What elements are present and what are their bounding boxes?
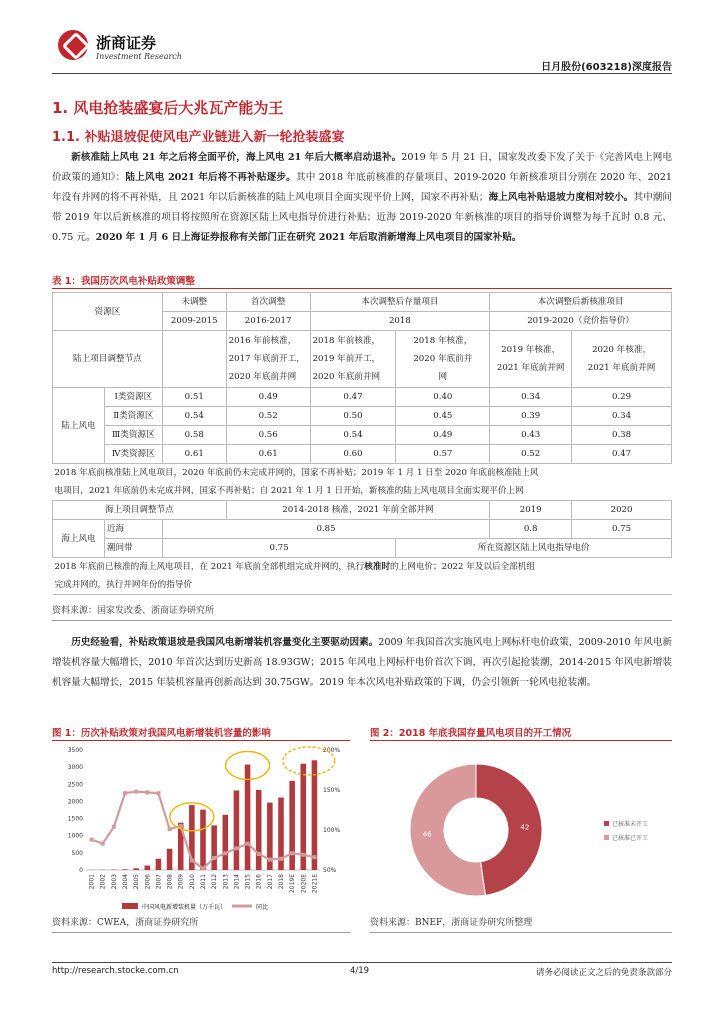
table-cell: 0.57 — [396, 445, 490, 464]
bar-2016 — [256, 790, 262, 870]
table-cell: 0.45 — [396, 407, 490, 426]
table-cell: 0.49 — [226, 388, 310, 407]
table-cell: 0.52 — [226, 407, 310, 426]
fig1-bars — [89, 760, 317, 870]
legend-b-label: 已核准已开工 — [612, 835, 649, 842]
table-cell: 0.61 — [162, 445, 226, 464]
x-tick-label: 2016 — [255, 874, 263, 890]
yoy-point-2016 — [257, 852, 261, 856]
x-tick-label: 2019E — [289, 874, 297, 894]
table1-caption-rule — [52, 288, 672, 289]
table-cell: 0.51 — [162, 388, 226, 407]
x-tick-label: 2018 — [278, 874, 285, 890]
legend-a-label: 已核准未开工 — [612, 821, 649, 828]
bar-2019E — [289, 781, 295, 870]
yoy-point-2020E — [301, 853, 305, 857]
yoy-point-2019E — [290, 851, 294, 855]
table-cell: 0.38 — [572, 426, 672, 445]
yoy-point-2004 — [123, 791, 127, 795]
yoy-point-2001 — [90, 838, 94, 842]
x-tick-label: 2003 — [110, 874, 118, 890]
x-tick-label: 2001 — [88, 874, 96, 890]
node-cell-1 — [162, 331, 226, 388]
table-cell: 0.60 — [310, 445, 396, 464]
report-title: 日月股份(603218)深度报告 — [541, 62, 672, 73]
fig2-source: 资料来源：BNEF，浙商证券研究所整理 — [370, 918, 533, 928]
table-cell: 0.47 — [572, 445, 672, 464]
bar-2021E — [312, 760, 318, 870]
subsidy-table — [52, 292, 672, 595]
left-tick-label: 1000 — [67, 832, 83, 840]
bar-2011 — [200, 810, 206, 870]
table-cell: 0.61 — [226, 445, 310, 464]
table1-bottom-rule — [52, 620, 672, 621]
paragraph-history — [52, 633, 672, 693]
bar-2004 — [122, 869, 128, 870]
table-cell: 0.54 — [162, 407, 226, 426]
yoy-point-2005 — [134, 790, 138, 794]
table-cell: 0.75 — [572, 520, 672, 539]
table-cell: 0.40 — [396, 388, 490, 407]
fig2-caption: 图 2：2018 年底我国存量风电项目的开工情况 — [370, 728, 572, 739]
right-tick-label: 50% — [323, 867, 337, 874]
x-tick-label: 2010 — [188, 874, 196, 890]
right-tick-label: 150% — [323, 787, 341, 794]
zone-4: Ⅳ类资源区 — [104, 445, 162, 464]
th-year-2: 2016-2017 — [226, 312, 310, 331]
right-tick-label: 100% — [323, 827, 341, 834]
legend-a-swatch — [604, 821, 609, 826]
th-first: 首次调整 — [226, 293, 310, 312]
section-title: 1. 风电抢装盛宴后大兆瓦产能为王 — [52, 99, 284, 117]
bar-2007 — [156, 859, 162, 870]
fig2-chart — [370, 742, 672, 912]
para2-bold: 历史经验看，补贴政策退坡是我国风电新增装机容量变化主要驱动因素。 — [71, 637, 379, 648]
x-tick-label: 2017 — [266, 874, 274, 890]
th-existing: 本次调整后存量项目 — [310, 293, 490, 312]
onshore-label: 陆上风电 — [53, 388, 105, 464]
paragraph-policy — [52, 148, 672, 248]
node-cell-4: 2018 年核准， 2020 年底前并 网 — [396, 331, 490, 388]
table-cell: 0.8 — [490, 520, 572, 539]
x-tick-label: 2002 — [99, 874, 107, 890]
para1-bold3: 海上风电补贴退坡力度相对较小。 — [488, 192, 634, 203]
table-cell: 0.29 — [572, 388, 672, 407]
x-tick-label: 2005 — [133, 874, 141, 890]
yoy-point-2007 — [156, 791, 160, 795]
offshore-note: 2018 年底前已核准的海上风电项目，在 2021 年底前全部机组完成并网的，执行核准时的上网电价；2022 年及以后全部机组 完成并网的，执行并网年份的指导价 — [53, 558, 672, 595]
bar-2015 — [245, 765, 251, 870]
zone-1: Ⅰ类资源区 — [104, 388, 162, 407]
table-cell: 0.39 — [490, 407, 572, 426]
slice-label: 42 — [520, 823, 530, 832]
fig1-bottom-rule — [52, 932, 350, 933]
fig1-caption: 图 1：历次补贴政策对我国风电新增装机容量的影响 — [52, 728, 271, 739]
yoy-point-2010 — [190, 858, 194, 862]
yoy-point-2014 — [234, 846, 238, 850]
table-cell: 0.75 — [162, 539, 396, 558]
x-tick-label: 2015 — [244, 874, 252, 890]
page-header — [52, 30, 672, 74]
node-cell-3: 2018 年前核准， 2019 年前开工， 2020 年底前并网 — [310, 331, 396, 388]
table-cell: 0.56 — [226, 426, 310, 445]
x-tick-label: 2014 — [233, 874, 241, 890]
page-number: 4/19 — [350, 966, 370, 976]
th-new: 本次调整后新核准项目 — [490, 293, 672, 312]
offshore-node-label: 海上项目调整节点 — [53, 501, 227, 520]
x-tick-label: 2020E — [300, 874, 308, 894]
x-tick-label: 2006 — [144, 874, 152, 890]
x-tick-label: 2012 — [211, 874, 219, 890]
legend-bar-swatch — [122, 903, 138, 909]
para2-text: 2009 年我国首次实施风电上网标杆电价政策，2009-2010 年风电新增装机容量大幅增长，2010 年首次达到历史新高 18.93GW；2015 年风电上网标杆电价首次下调，再次引起抢装潮，2014-2015 年风电新增装机容量大幅增长，2015 年装机容量再创新高达到 30.75GW。2019 年本次风电补贴政策的下调，仍会引领新一轮风电抢装潮。 — [52, 637, 672, 688]
zone-2: Ⅱ类资源区 — [104, 407, 162, 426]
left-tick-label: 2500 — [67, 781, 83, 789]
th-resource-zone: 资源区 — [53, 293, 163, 331]
yoy-point-2015 — [246, 842, 250, 846]
para1-bold1: 新核准陆上风电 21 年之后将全面平价，海上风电 21 年后大概率启动退补。 — [71, 152, 402, 163]
table-cell: 0.34 — [490, 388, 572, 407]
right-tick-label: 200% — [323, 747, 341, 754]
node-cell-2: 2016 年前核准， 2017 年底前开工， 2020 年底前并网 — [226, 331, 310, 388]
para1-text1: 2019 年 5 月 21 日，国家发改委下发了关于《完善风电上网电价政策的通知》： — [52, 152, 672, 183]
x-tick-label: 2021E — [311, 874, 319, 894]
offshore-label: 海上风电 — [53, 520, 105, 558]
left-tick-label: 3000 — [67, 764, 83, 772]
onshore-note: 2018 年底前核准陆上风电项目，2020 年底前仍未完成并网的，国家不再补贴；2019 年 1 月 1 日至 2020 年底前核准陆上风 电项目，2021 年底前仍未完成并网，国家不再补贴；自 2021 年 1 月 1 日开始，新核准的陆上风电项目全面实现平价上网 — [53, 464, 672, 501]
para1-text3: 其中潮间带 2019 年以后新核准的项目将按照所在资源区陆上风电指导价进行补贴；近海 2019-2020 年新核准的项目的指导价调整为每千瓦时 0.8 元、0.75 元。 — [52, 192, 673, 243]
bar-2014 — [234, 790, 240, 870]
offshore-2020: 2020 — [572, 501, 672, 520]
table-cell: 0.43 — [490, 426, 572, 445]
logo-text-en: Investment Research — [96, 52, 182, 61]
node-cell-6: 2020 年核准， 2021 年底前并网 — [572, 331, 672, 388]
para1-bold2: 陆上风电 2021 年后将不再补贴逐步。 — [125, 172, 296, 183]
bar-2012 — [211, 825, 217, 870]
table1-caption: 表 1：我国历次风电补贴政策调整 — [52, 276, 195, 287]
table-cell: 0.47 — [310, 388, 396, 407]
table-cell: 0.52 — [490, 445, 572, 464]
legend-line-label: 同比 — [256, 904, 269, 911]
bar-2013 — [223, 815, 229, 870]
table1-source: 资料来源：国家发改委、浙商证券研究所 — [52, 606, 215, 616]
fig1-caption-rule — [52, 740, 350, 741]
para1-text2: 其中 2018 年底前核准的存量项目、2019-2020 年新核准项目分别在 2020 年、2021 年没有并网的将不再补贴，且 2021 年以后新核准的陆上风电项目全面实现平价上网，国家不再补贴； — [52, 172, 672, 203]
th-year-3: 2018 — [310, 312, 490, 331]
zone-3: Ⅲ类资源区 — [104, 426, 162, 445]
footer-url[interactable]: http://research.stocke.com.cn — [52, 966, 179, 976]
node-cell-5: 2019 年核准， 2021 年底前并网 — [490, 331, 572, 388]
x-tick-label: 2007 — [155, 874, 163, 890]
table-cell: 0.85 — [162, 520, 489, 539]
slice-已核准已开工 — [410, 764, 485, 896]
offshore-node-mid: 2014-2018 核准，2021 年前全部并网 — [226, 501, 490, 520]
table-cell: 0.54 — [310, 426, 396, 445]
bar-2005 — [133, 868, 139, 870]
yoy-point-2003 — [112, 825, 116, 829]
legend-bar-label: 中国风电新增装机量（万千瓦） — [142, 904, 227, 911]
left-tick-label: 500 — [71, 849, 83, 857]
x-tick-label: 2013 — [222, 874, 230, 890]
left-tick-label: 0 — [79, 867, 83, 874]
yoy-point-2012 — [212, 856, 216, 860]
fig1-source: 资料来源：CWEA，浙商证券研究所 — [52, 918, 199, 928]
offshore-2019: 2019 — [490, 501, 572, 520]
table-cell: 0.58 — [162, 426, 226, 445]
yoy-point-2018 — [279, 857, 283, 861]
zheshang-logo-icon — [58, 30, 88, 60]
yoy-point-2009 — [179, 824, 183, 828]
yoy-point-2002 — [101, 842, 105, 846]
slice-label: 46 — [422, 830, 432, 839]
th-year-1: 2009-2015 — [162, 312, 226, 331]
fig2-caption-rule — [370, 740, 672, 741]
fig2-legend — [604, 820, 648, 842]
left-tick-label: 1500 — [67, 815, 83, 823]
x-tick-label: 2004 — [122, 874, 129, 890]
th-unadjusted: 未调整 — [162, 293, 226, 312]
table-cell: 0.50 — [310, 407, 396, 426]
para1-bold4: 2020 年 1 月 6 日上海证券报称有关部门正在研究 2021 年后取消新增海上风电项目的国家补贴。 — [95, 232, 522, 243]
bar-2008 — [167, 849, 173, 870]
x-tick-label: 2011 — [200, 874, 207, 890]
left-tick-label: 2000 — [67, 798, 83, 806]
x-tick-label: 2008 — [166, 874, 174, 890]
intertidal-label: 潮间带 — [104, 539, 162, 558]
left-tick-label: 3500 — [67, 747, 83, 754]
yoy-point-2011 — [201, 866, 205, 870]
bar-2006 — [145, 866, 151, 870]
x-tick-label: 2009 — [177, 874, 185, 890]
th-year-4: 2019-2020（竞价指导价） — [490, 312, 672, 331]
yoy-point-2008 — [168, 827, 172, 831]
fig2-bottom-rule — [370, 932, 672, 933]
node-label: 陆上项目调整节点 — [53, 331, 163, 388]
legend-b-swatch — [604, 835, 609, 840]
table-cell: 所在资源区陆上风电指导电价 — [396, 539, 672, 558]
footer-disclaimer: 请务必阅读正文之后的免责条款部分 — [535, 968, 672, 978]
yoy-point-2006 — [145, 790, 149, 794]
yoy-point-2013 — [223, 851, 227, 855]
yoy-point-2017 — [268, 858, 272, 862]
nearshore-label: 近海 — [104, 520, 162, 539]
footer-rule — [52, 962, 672, 963]
subsection-title: 1.1. 补贴退坡促使风电产业链进入新一轮抢装盛宴 — [52, 130, 345, 145]
fig1-chart — [52, 742, 352, 912]
fig1-legend — [122, 903, 268, 911]
slice-已核准未开工 — [476, 764, 542, 895]
yoy-point-2021E — [312, 855, 316, 859]
table-cell: 0.34 — [572, 407, 672, 426]
logo-text-cn: 浙商证券 — [96, 34, 157, 52]
table-cell: 0.49 — [396, 426, 490, 445]
